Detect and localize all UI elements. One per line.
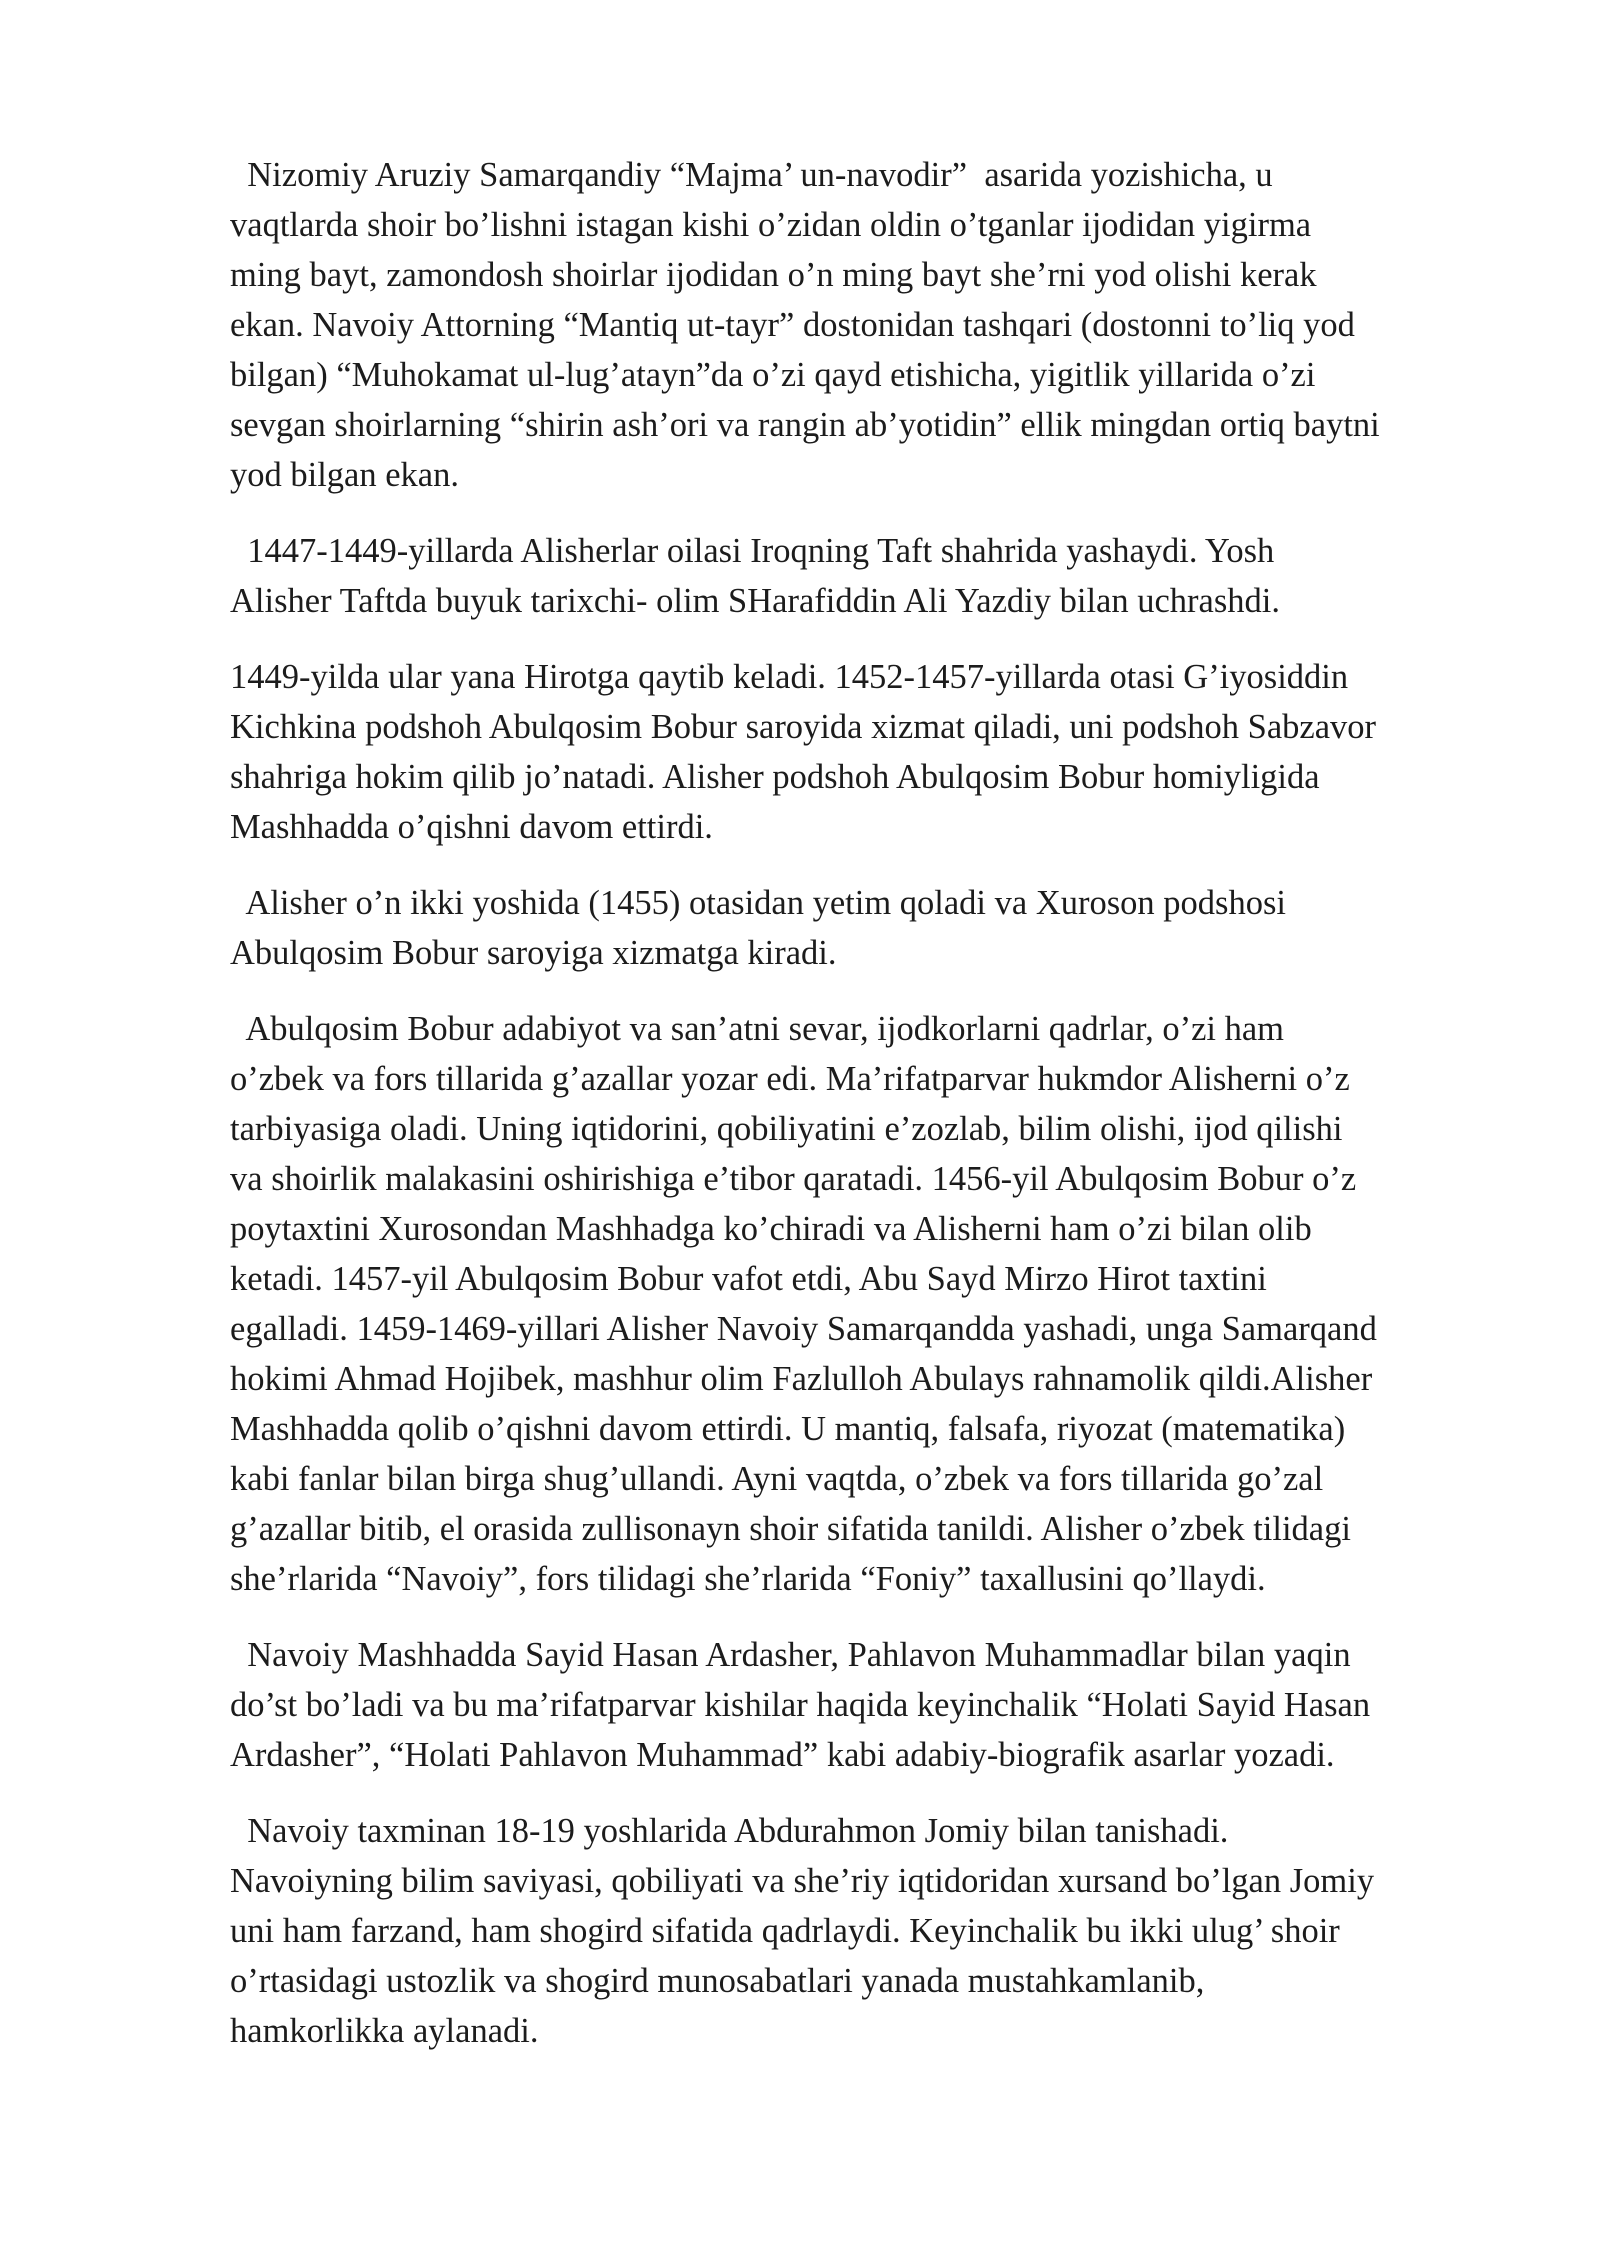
text-line: Kichkina podshoh Abulqosim Bobur saroyida xizmat qiladi, uni podshoh Sabzavor <box>230 708 1377 746</box>
text-line: hamkorlikka aylanadi. <box>230 2012 539 2050</box>
text-line: Navoiy taxminan 18-19 yoshlarida Abdurahmon Jomiy bilan tanishadi. <box>230 1812 1229 1850</box>
text-line: hokimi Ahmad Hojibek, mashhur olim Fazlulloh Abulays rahnamolik qildi.Alisher <box>230 1360 1373 1398</box>
text-line: she’rlarida “Navoiy”, fors tilidagi she’rlarida “Foniy” taxallusini qo’llaydi. <box>230 1560 1266 1598</box>
text-line: o’zbek va fors tillarida g’azallar yozar edi. Ma’rifatparvar hukmdor Alisherni o’z <box>230 1060 1350 1098</box>
text-line: Navoiy Mashhadda Sayid Hasan Ardasher, Pahlavon Muhammadlar bilan yaqin <box>230 1636 1351 1674</box>
text-line: Mashhadda o’qishni davom ettirdi. <box>230 808 713 846</box>
paragraph-3 <box>230 652 1520 852</box>
text-line: Abulqosim Bobur saroyiga xizmatga kiradi. <box>230 934 837 972</box>
text-line: Nizomiy Aruziy Samarqandiy “Majma’ un-navodir” asarida yozishicha, u <box>230 156 1273 194</box>
text-line: Alisher o’n ikki yoshida (1455) otasidan yetim qoladi va Xuroson podshosi <box>230 884 1286 922</box>
text-line: poytaxtini Xurosondan Mashhadga ko’chiradi va Alisherni ham o’zi bilan olib <box>230 1210 1312 1248</box>
text-line: 1447-1449-yillarda Alisherlar oilasi Iroqning Taft shahrida yashaydi. Yosh <box>230 532 1275 570</box>
paragraph-6 <box>230 1630 1520 1780</box>
text-line: o’rtasidagi ustozlik va shogird munosabatlari yanada mustahkamlanib, <box>230 1962 1205 2000</box>
text-line: g’azallar bitib, el orasida zullisonayn shoir sifatida tanildi. Alisher o’zbek tilidagi <box>230 1510 1351 1548</box>
text-line: yod bilgan ekan. <box>230 456 459 494</box>
paragraph-1 <box>230 150 1520 500</box>
text-line: kabi fanlar bilan birga shug’ullandi. Ayni vaqtda, o’zbek va fors tillarida go’zal <box>230 1460 1324 1498</box>
text-line: shahriga hokim qilib jo’natadi. Alisher podshoh Abulqosim Bobur homiyligida <box>230 758 1320 796</box>
paragraph-5 <box>230 1004 1520 1604</box>
paragraph-7 <box>230 1806 1520 2056</box>
text-line: sevgan shoirlarning “shirin ash’ori va rangin ab’yotidin” ellik mingdan ortiq baytni <box>230 406 1380 444</box>
text-line: ketadi. 1457-yil Abulqosim Bobur vafot etdi, Abu Sayd Mirzo Hirot taxtini <box>230 1260 1267 1298</box>
text-line: 1449-yilda ular yana Hirotga qaytib keladi. 1452-1457-yillarda otasi G’iyosiddin <box>230 658 1349 696</box>
paragraph-4 <box>230 878 1520 978</box>
text-line: Abulqosim Bobur adabiyot va san’atni sevar, ijodkorlarni qadrlar, o’zi ham <box>230 1010 1285 1048</box>
text-line: Alisher Taftda buyuk tarixchi- olim SHarafiddin Ali Yazdiy bilan uchrashdi. <box>230 582 1280 620</box>
text-line: vaqtlarda shoir bo’lishni istagan kishi o’zidan oldin o’tganlar ijodidan yigirma <box>230 206 1312 244</box>
text-line: egalladi. 1459-1469-yillari Alisher Navoiy Samarqandda yashadi, unga Samarqand <box>230 1310 1377 1348</box>
text-line: Mashhadda qolib o’qishni davom ettirdi. U mantiq, falsafa, riyozat (matematika) <box>230 1410 1346 1448</box>
text-line: va shoirlik malakasini oshirishiga e’tibor qaratadi. 1456-yil Abulqosim Bobur o’z <box>230 1160 1357 1198</box>
document-body <box>230 150 1520 2082</box>
text-line: do’st bo’ladi va bu ma’rifatparvar kishilar haqida keyinchalik “Holati Sayid Hasan <box>230 1686 1371 1724</box>
text-line: Ardasher”, “Holati Pahlavon Muhammad” kabi adabiy-biografik asarlar yozadi. <box>230 1736 1335 1774</box>
paragraph-2 <box>230 526 1520 626</box>
text-line: bilgan) “Muhokamat ul-lug’atayn”da o’zi qayd etishicha, yigitlik yillarida o’zi <box>230 356 1316 394</box>
text-line: Navoiyning bilim saviyasi, qobiliyati va she’riy iqtidoridan xursand bo’lgan Jomiy <box>230 1862 1375 1900</box>
text-line: uni ham farzand, ham shogird sifatida qadrlaydi. Keyinchalik bu ikki ulug’ shoir <box>230 1912 1340 1950</box>
text-line: ekan. Navoiy Attorning “Mantiq ut-tayr” dostonidan tashqari (dostonni to’liq yod <box>230 306 1355 344</box>
text-line: ming bayt, zamondosh shoirlar ijodidan o’n ming bayt she’rni yod olishi kerak <box>230 256 1317 294</box>
text-line: tarbiyasiga oladi. Uning iqtidorini, qobiliyatini e’zozlab, bilim olishi, ijod qilishi <box>230 1110 1343 1148</box>
